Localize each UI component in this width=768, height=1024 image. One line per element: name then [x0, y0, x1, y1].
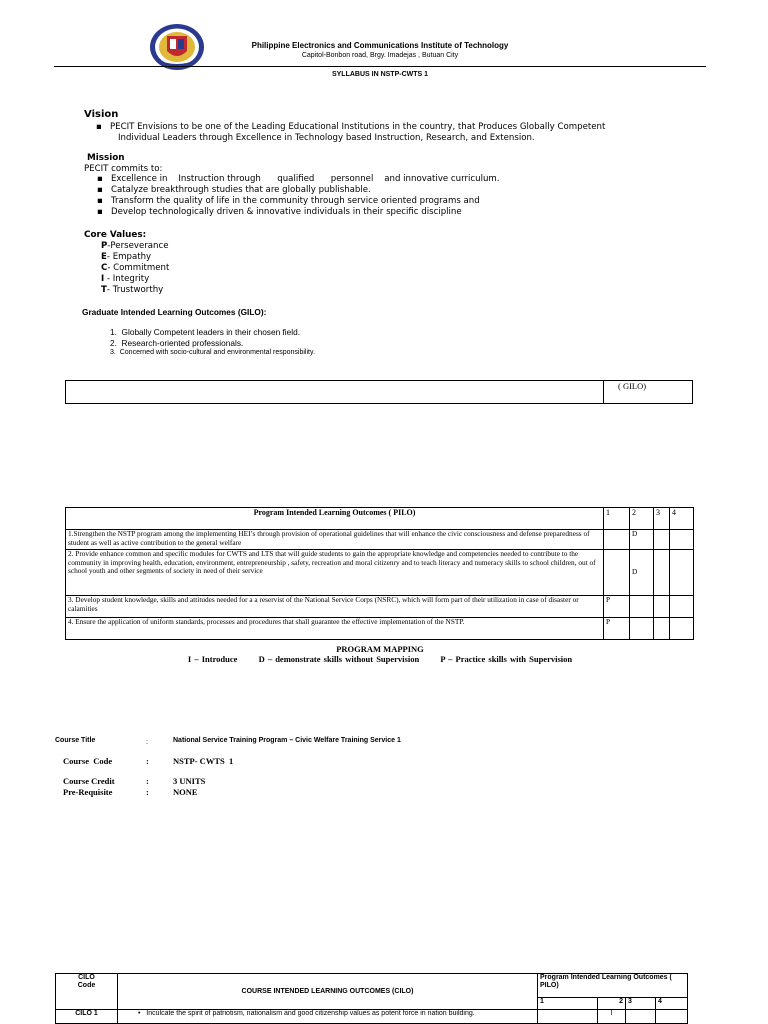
pilo-header: Program Intended Learning Outcomes ( PILO)	[66, 508, 604, 530]
table-cell	[626, 1010, 656, 1024]
gilo-box-divider	[603, 381, 604, 403]
table-cell	[654, 530, 670, 550]
col-header: 3	[626, 998, 656, 1010]
table-cell: I	[598, 1010, 626, 1024]
table-cell: D	[630, 530, 654, 550]
gilo-heading: Graduate Intended Learning Outcomes (GILO):	[82, 307, 267, 317]
list-item: ▪ Catalyze breakthrough studies that are globally publishable.	[97, 185, 371, 195]
mission-intro: PECIT commits to:	[84, 164, 163, 174]
list-item: C- Commitment	[101, 263, 170, 273]
bullet-icon: •	[138, 1010, 147, 1017]
cilo-text: • Inculcate the spirit of patriotism, nationalism and good citizenship values as potent force in nation building.	[118, 1010, 538, 1024]
table-cell	[630, 596, 654, 618]
program-mapping-legend	[0, 654, 760, 664]
cilo-main-header: COURSE INTENDED LEARNING OUTCOMES (CILO)	[118, 974, 538, 1010]
pilo-text: 3. Develop student knowledge, skills and attitudes needed for a a reservist of the National Service Corps (NSRC), which will form part of their utilization in case of disaster or calamities	[66, 596, 604, 618]
table-cell	[654, 596, 670, 618]
course-code-label: Course Code	[63, 756, 113, 766]
col-header: 4	[670, 508, 694, 530]
vision-statement	[96, 122, 676, 143]
institution-name: Philippine Electronics and Communications Institute of Technology	[251, 41, 509, 50]
list-item: 2. Research-oriented professionals.	[110, 337, 244, 348]
table-cell	[604, 530, 630, 550]
table-cell	[670, 618, 694, 640]
prerequisite-value: NONE	[173, 787, 198, 797]
table-cell: P	[604, 596, 630, 618]
course-credit-value: 3 UNITS	[173, 776, 206, 786]
table-cell	[656, 1010, 688, 1024]
table-cell	[604, 550, 630, 596]
bullet-icon: ▪	[97, 207, 103, 217]
table-header-row	[66, 508, 694, 530]
mission-list	[97, 174, 500, 218]
gilo-box	[65, 380, 693, 404]
course-code-value: NSTP- CWTS 1	[173, 756, 234, 766]
list-item: 3. Concerned with socio-cultural and environmental responsibility.	[110, 349, 315, 356]
colon: :	[146, 756, 149, 766]
cilo-code-header: CILO Code	[56, 974, 118, 1010]
colon: :	[146, 737, 148, 746]
list-item: E- Empathy	[101, 252, 152, 262]
table-header-row	[56, 974, 688, 998]
bullet-icon: ▪	[96, 122, 102, 132]
legend-introduce: I – Introduce	[187, 654, 238, 664]
table-row	[66, 596, 694, 618]
bullet-icon: ▪	[97, 196, 103, 206]
course-credit-label: Course Credit	[63, 776, 115, 786]
list-item: ▪ Transform the quality of life in the community through service oriented programs and	[97, 196, 480, 206]
core-values-list	[101, 241, 169, 296]
gilo-box-label: ( GILO)	[618, 381, 647, 391]
vision-line-1: PECIT Envisions to be one of the Leading Educational Institutions in the country, that Produces Globally Competent	[110, 122, 606, 132]
col-header: 1	[604, 508, 630, 530]
col-header: 1	[538, 998, 598, 1010]
vision-heading: Vision	[84, 109, 119, 120]
pilo-text: 2. Provide enhance common and specific modules for CWTS and LTS that will guide students to gain the appropriate knowledge and competencies needed to contribute to the community in improving health, education, environment, entrepreneurship , safety, recreation and moral citizenry and to teach literacy and numeracy skills to school children, out of school youth and other segments of society in need of their service	[66, 550, 604, 596]
table-cell	[654, 618, 670, 640]
table-cell	[670, 530, 694, 550]
pilo-table	[65, 507, 694, 640]
prerequisite-row	[0, 787, 760, 799]
list-item: 1. Globally Competent leaders in their chosen field.	[110, 327, 301, 337]
cilo-code: CILO 1	[56, 1010, 118, 1024]
colon: :	[146, 787, 149, 797]
course-code-row	[0, 756, 760, 768]
course-title-row	[0, 737, 760, 749]
mission-heading: Mission	[87, 153, 125, 163]
prerequisite-label: Pre-Requisite	[63, 787, 113, 797]
colon: :	[146, 776, 149, 786]
core-values-heading: Core Values:	[84, 230, 147, 240]
table-row	[66, 550, 694, 596]
table-row	[56, 1010, 688, 1024]
legend-demonstrate: D – demonstrate skills without Supervision	[258, 654, 420, 664]
col-header: 4	[656, 998, 688, 1010]
vision-line-2: Individual Leaders through Excellence in Technology based Instruction, Research, and Extension.	[118, 132, 535, 143]
program-mapping-title: PROGRAM MAPPING	[336, 644, 424, 654]
table-cell: P	[604, 618, 630, 640]
list-item: T- Trustworthy	[101, 285, 164, 295]
table-cell: D	[630, 550, 654, 596]
table-cell	[670, 596, 694, 618]
header-divider	[54, 66, 706, 67]
table-cell	[538, 1010, 598, 1024]
bullet-icon: ▪	[97, 185, 103, 195]
cilo-table	[55, 973, 688, 1024]
gilo-list	[110, 327, 315, 359]
syllabus-title: SYLLABUS IN NSTP-CWTS 1	[331, 71, 429, 78]
table-row	[66, 618, 694, 640]
table-cell	[630, 618, 654, 640]
list-item: ▪ Excellence in Instruction through qualified personnel and innovative curriculum.	[97, 174, 500, 184]
col-header: 2	[630, 508, 654, 530]
course-title-value: National Service Training Program – Civic Welfare Training Service 1	[173, 737, 401, 744]
table-row	[66, 530, 694, 550]
institution-address: Capitol-Bonbon road, Brgy. Imadejas , Butuan City	[301, 52, 459, 59]
list-item: P-Perseverance	[101, 241, 169, 251]
col-header: 2	[598, 998, 626, 1010]
list-item: I - Integrity	[101, 274, 150, 284]
legend-practice: P – Practice skills with Supervision	[440, 654, 573, 664]
list-item: ▪ Develop technologically driven & innovative individuals in their specific discipline	[97, 207, 462, 217]
course-title-label: Course Title	[55, 737, 96, 744]
cilo-pilo-header: Program Intended Learning Outcomes ( PILO)	[538, 974, 688, 998]
bullet-icon: ▪	[97, 174, 103, 184]
pilo-text: 4. Ensure the application of uniform standards, processes and procedures that shall guarantee the effective implementation of the NSTP.	[66, 618, 604, 640]
pilo-text: 1.Strengthen the NSTP program among the implementing HEI’s through provision of operational guidelines that will enhance the civic consciousness and defense preparedness of student as well as active contribution to the general welfare	[66, 530, 604, 550]
table-cell	[654, 550, 670, 596]
col-header: 3	[654, 508, 670, 530]
table-cell	[670, 550, 694, 596]
